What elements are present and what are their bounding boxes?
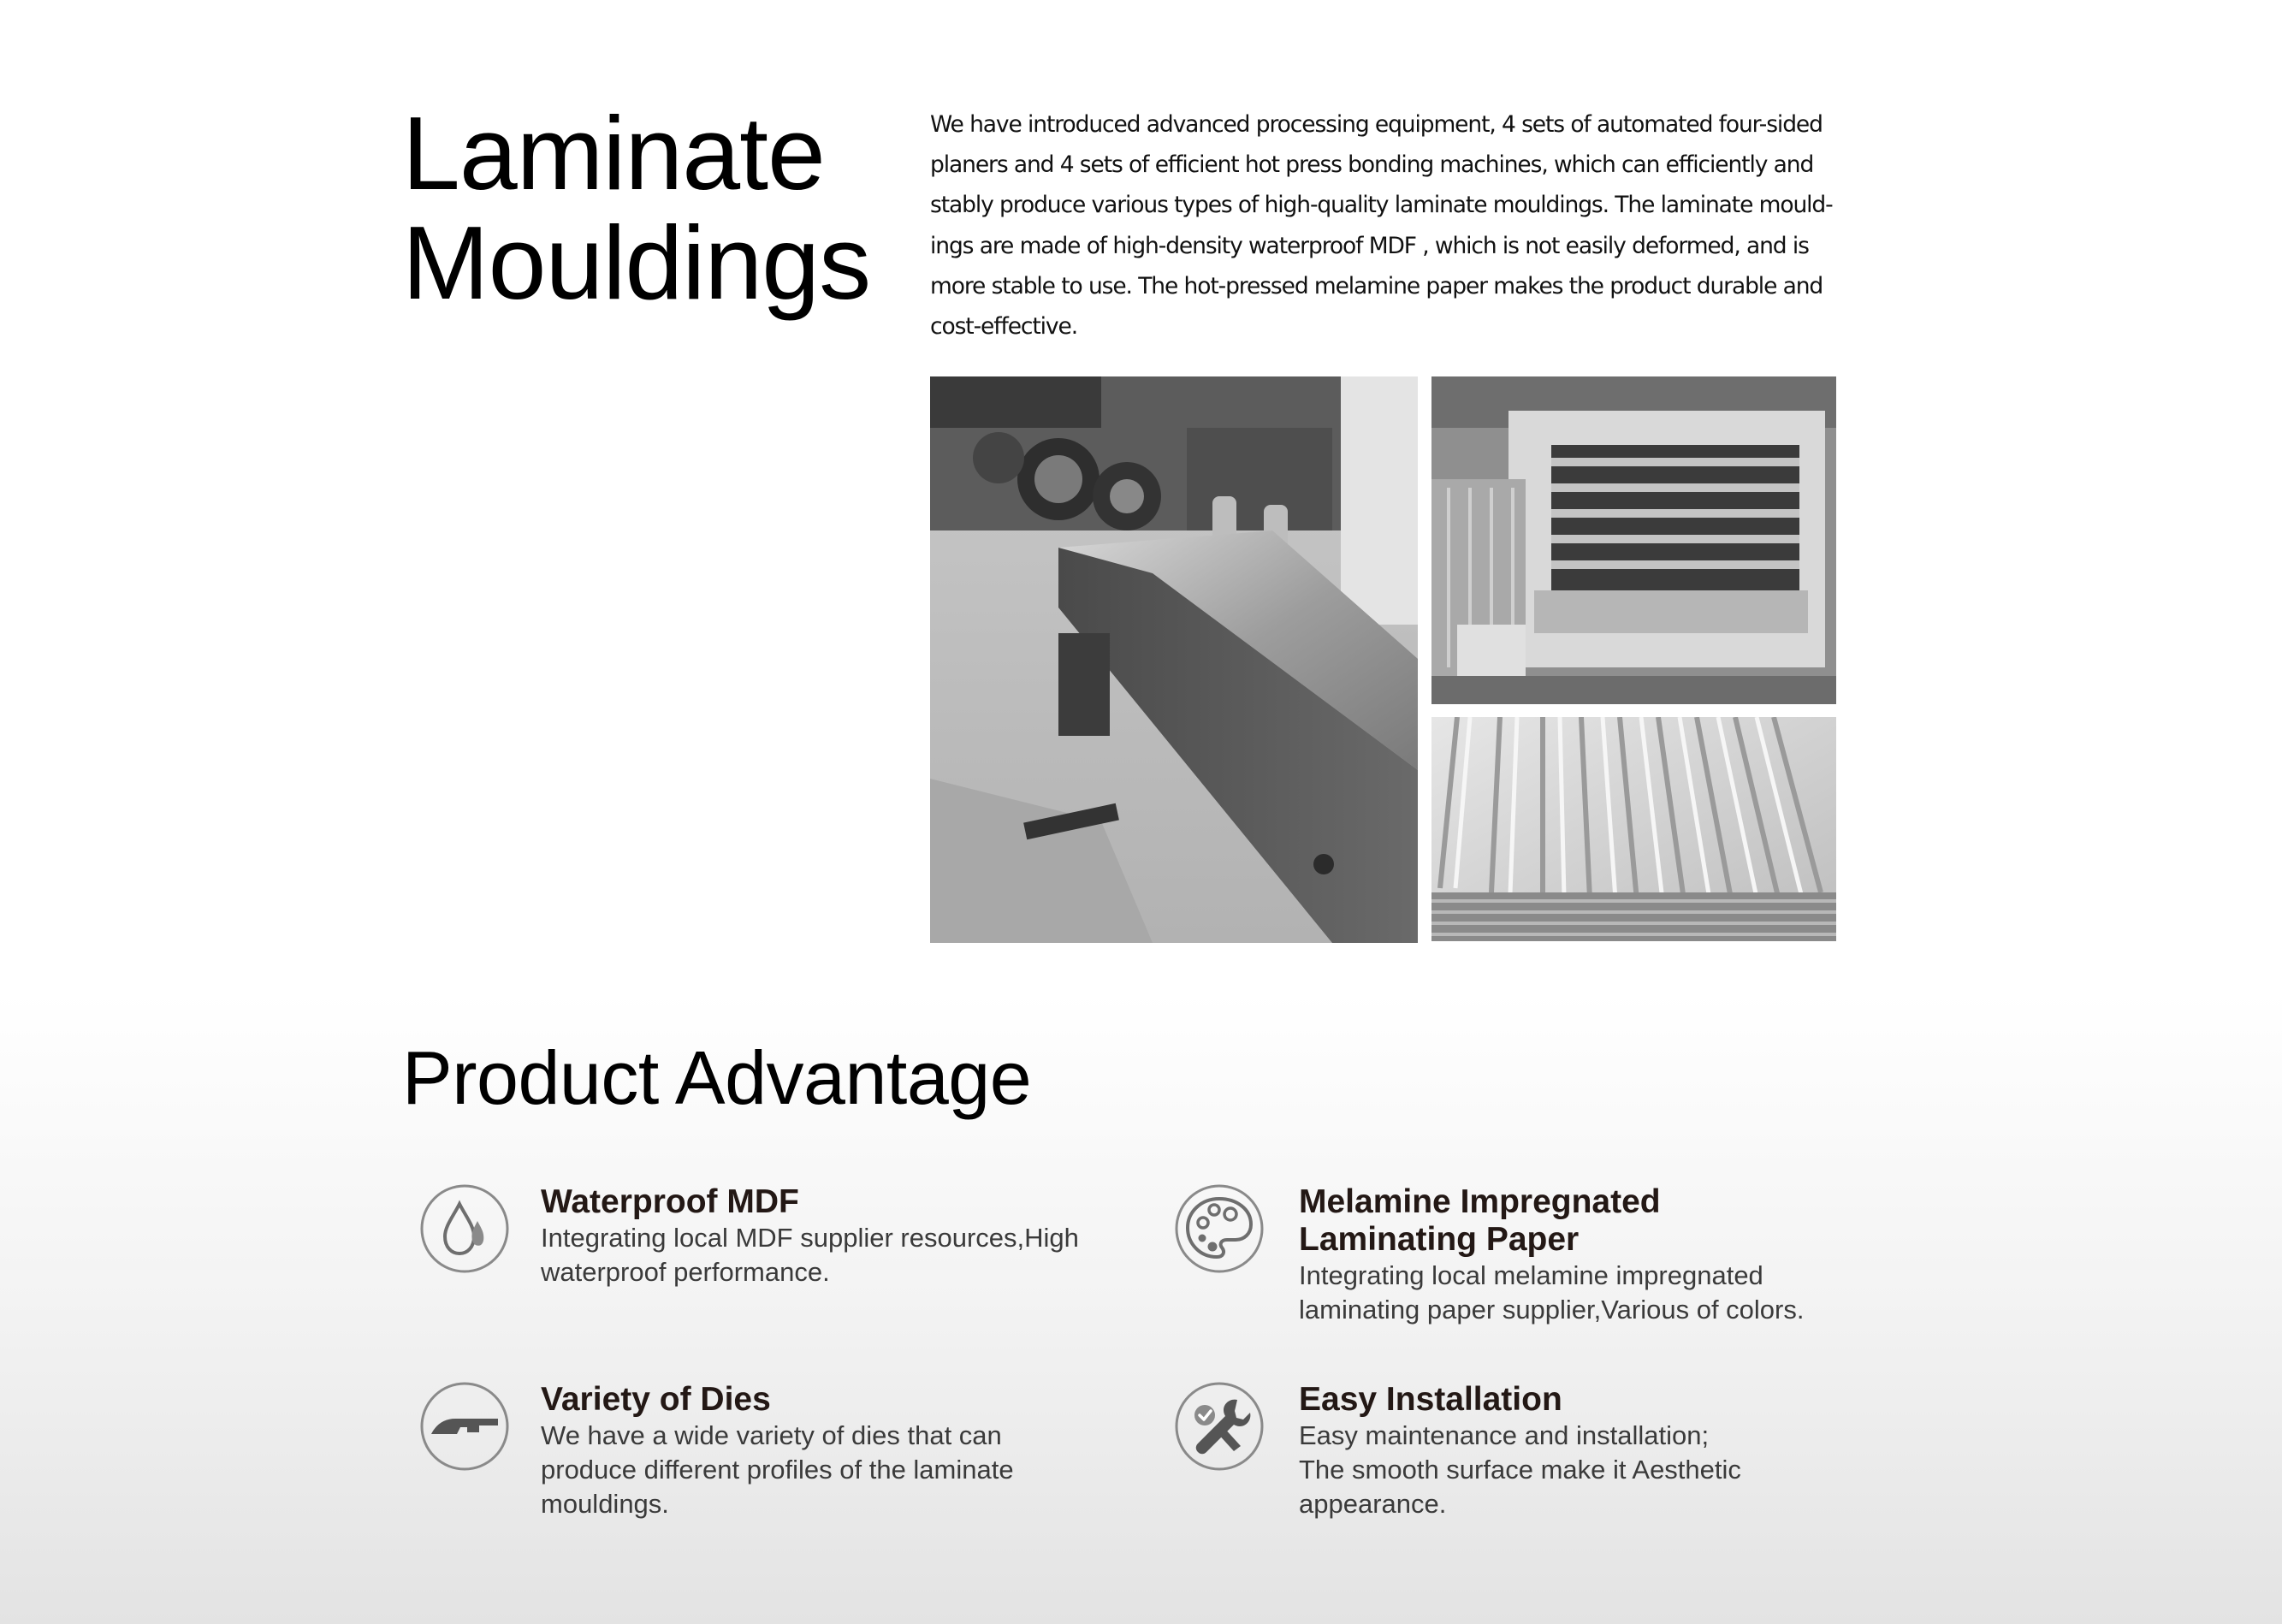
page-title-line-2: Mouldings [402, 204, 871, 321]
advantage-text [1299, 1183, 1966, 1327]
advantage-text [541, 1183, 1140, 1289]
advantage-title: Variety of Dies [541, 1381, 771, 1418]
advantage-text [1299, 1381, 1966, 1521]
advantage-desc: Easy maintenance and installation; The smooth surface make it Aesthetic appearance. [1299, 1420, 1741, 1519]
advantage-title: Waterproof MDF [541, 1183, 799, 1220]
moulding-stack-photo [1431, 717, 1836, 941]
palette-icon [1174, 1183, 1265, 1274]
water-drop-icon [419, 1183, 510, 1274]
intro-paragraph: We have introduced advanced processing equipment, 4 sets of automated four-sided planers and 4 sets of efficient hot press bonding machines, which can efficiently and stably produce various types of high-quality laminate mouldings. The laminate mould-ings are made of high-density waterproof MDF , which is not easily deformed, and is more stable to use. The hot-pressed melamine paper makes the product durable and cost-effective. [930, 111, 1833, 341]
advantage-text [541, 1381, 1140, 1521]
advantage-desc: Integrating local MDF supplier resources,High waterproof performance. [541, 1223, 1079, 1287]
wrench-check-icon [1174, 1381, 1265, 1472]
planer-machine-photo [930, 376, 1418, 943]
moulding-profile-icon [419, 1381, 510, 1472]
hot-press-machine-photo [1431, 376, 1836, 704]
advantage-title: Melamine Impregnated Laminating Paper [1299, 1183, 1661, 1258]
advantage-title: Easy Installation [1299, 1381, 1562, 1418]
page-title [402, 95, 871, 321]
advantage-desc: We have a wide variety of dies that can produce different profiles of the laminate mouldings. [541, 1420, 1014, 1519]
page-title-line-1: Laminate [402, 95, 825, 211]
section-title: Product Advantage [402, 1035, 1032, 1120]
advantage-desc: Integrating local melamine impregnated laminating paper supplier,Various of colors. [1299, 1260, 1805, 1325]
